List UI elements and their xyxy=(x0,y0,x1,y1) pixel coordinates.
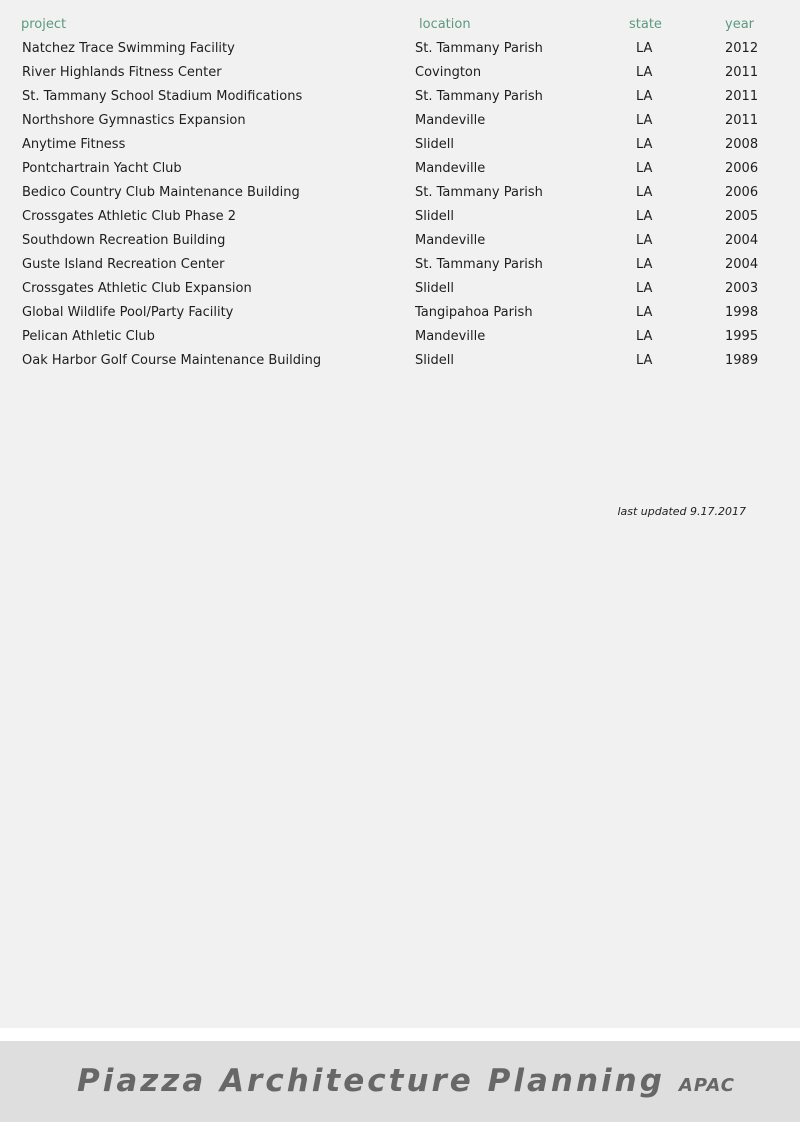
last-updated-note: last updated 9.17.2017 xyxy=(617,505,746,518)
cell-year: 1998 xyxy=(725,305,759,320)
cell-year: 2004 xyxy=(725,233,759,248)
table-row xyxy=(0,37,800,61)
cell-state: LA xyxy=(636,305,653,320)
table-row xyxy=(0,253,800,277)
table-row xyxy=(0,181,800,205)
cell-state: LA xyxy=(636,329,653,344)
cell-project: Natchez Trace Swimming Facility xyxy=(22,41,235,56)
cell-location: Slidell xyxy=(415,209,454,224)
cell-state: LA xyxy=(636,353,653,368)
cell-project: Crossgates Athletic Club Phase 2 xyxy=(22,209,236,224)
cell-location: Tangipahoa Parish xyxy=(415,305,533,320)
cell-state: LA xyxy=(636,185,653,200)
cell-project: River Highlands Fitness Center xyxy=(22,65,222,80)
cell-project: St. Tammany School Stadium Modifications xyxy=(22,89,303,104)
cell-project: Oak Harbor Golf Course Maintenance Building xyxy=(22,353,322,368)
table-row xyxy=(0,85,800,109)
table-row xyxy=(0,277,800,301)
table-row xyxy=(0,109,800,133)
cell-project: Pelican Athletic Club xyxy=(22,329,155,344)
cell-year: 2011 xyxy=(725,113,759,128)
cell-year: 1995 xyxy=(725,329,759,344)
table-row xyxy=(0,325,800,349)
table-row xyxy=(0,157,800,181)
cell-location: Mandeville xyxy=(415,161,486,176)
brand-logo xyxy=(77,1063,735,1099)
cell-state: LA xyxy=(636,113,653,128)
cell-state: LA xyxy=(636,137,653,152)
cell-project: Crossgates Athletic Club Expansion xyxy=(22,281,252,296)
table-row xyxy=(0,205,800,229)
cell-project: Southdown Recreation Building xyxy=(22,233,226,248)
cell-state: LA xyxy=(636,281,653,296)
cell-project: Bedico Country Club Maintenance Building xyxy=(22,185,300,200)
cell-location: St. Tammany Parish xyxy=(415,89,543,104)
column-header-location: location xyxy=(419,17,471,32)
projects-table xyxy=(0,0,800,373)
column-header-year: year xyxy=(725,17,755,32)
table-row xyxy=(0,301,800,325)
cell-location: Slidell xyxy=(415,137,454,152)
table-header-row xyxy=(0,13,800,37)
cell-state: LA xyxy=(636,257,653,272)
cell-location: St. Tammany Parish xyxy=(415,185,543,200)
cell-location: Mandeville xyxy=(415,329,486,344)
cell-year: 2012 xyxy=(725,41,759,56)
cell-year: 2011 xyxy=(725,65,759,80)
table-row xyxy=(0,229,800,253)
cell-state: LA xyxy=(636,161,653,176)
cell-location: Slidell xyxy=(415,353,454,368)
table-row xyxy=(0,349,800,373)
cell-project: Northshore Gymnastics Expansion xyxy=(22,113,246,128)
cell-year: 2006 xyxy=(725,185,759,200)
cell-location: Mandeville xyxy=(415,233,486,248)
cell-location: Slidell xyxy=(415,281,454,296)
cell-year: 2008 xyxy=(725,137,759,152)
cell-state: LA xyxy=(636,209,653,224)
cell-location: Mandeville xyxy=(415,113,486,128)
column-header-state: state xyxy=(629,17,662,32)
brand-name: Piazza Architecture Planning xyxy=(77,1063,665,1099)
cell-year: 2003 xyxy=(725,281,759,296)
brand-suffix: APAC xyxy=(678,1075,735,1096)
footer-divider xyxy=(0,1028,800,1041)
cell-project: Global Wildlife Pool/Party Facility xyxy=(22,305,234,320)
column-header-project: project xyxy=(21,17,67,32)
cell-location: St. Tammany Parish xyxy=(415,41,543,56)
cell-project: Anytime Fitness xyxy=(22,137,126,152)
cell-year: 2004 xyxy=(725,257,759,272)
cell-state: LA xyxy=(636,233,653,248)
cell-project: Pontchartrain Yacht Club xyxy=(22,161,182,176)
cell-location: St. Tammany Parish xyxy=(415,257,543,272)
table-row xyxy=(0,133,800,157)
cell-project: Guste Island Recreation Center xyxy=(22,257,225,272)
cell-year: 2005 xyxy=(725,209,759,224)
cell-location: Covington xyxy=(415,65,482,80)
table-row xyxy=(0,61,800,85)
cell-state: LA xyxy=(636,65,653,80)
cell-year: 2011 xyxy=(725,89,759,104)
cell-year: 2006 xyxy=(725,161,759,176)
cell-year: 1989 xyxy=(725,353,759,368)
cell-state: LA xyxy=(636,89,653,104)
cell-state: LA xyxy=(636,41,653,56)
